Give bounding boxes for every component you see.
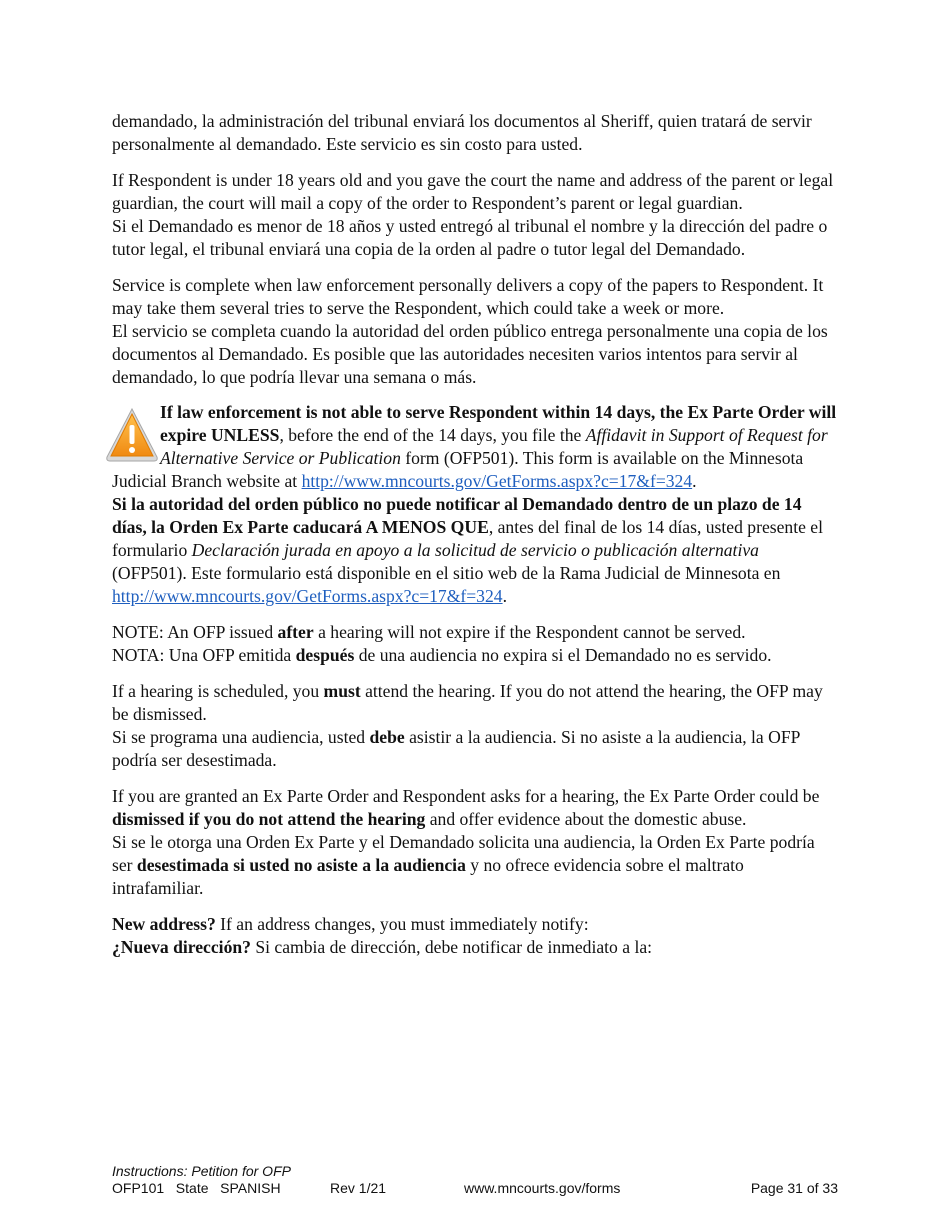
note-en-bold: after [277, 622, 314, 642]
period: . [502, 586, 507, 606]
page-footer [112, 1163, 838, 1197]
exparte-en-pre: If you are granted an Ex Parte Order and Respondent asks for a hearing, the Ex Parte Order could be [112, 786, 820, 806]
note-en [112, 621, 838, 644]
hearing-en-pre: If a hearing is scheduled, you [112, 681, 324, 701]
warning-en-after: form (OFP501). This form is available on the Minnesota Judicial Branch website at [112, 448, 804, 491]
footer-form-id: OFP101 State SPANISH [112, 1180, 281, 1196]
exparte-en-bold: dismissed if you do not attend the hearing [112, 809, 426, 829]
document-body [112, 110, 838, 959]
forms-link-en[interactable]: http://www.mncourts.gov/GetForms.aspx?c=17&f=324 [301, 471, 693, 491]
address-en-post: If an address changes, you must immediately notify: [215, 914, 589, 934]
hearing-es-bold: debe [369, 727, 405, 747]
service-en-paragraph: Service is complete when law enforcement personally delivers a copy of the papers to Respondent. It may take them several tries to serve the Respondent, which could take a week or more. [112, 275, 824, 318]
forms-link-es[interactable]: http://www.mncourts.gov/GetForms.aspx?c=17&f=324 [112, 586, 503, 606]
address-es-post: Si cambia de dirección, debe notificar de inmediato a la: [250, 937, 653, 957]
warning-en-mid: , before the end of the 14 days, you file the [279, 425, 586, 445]
warning-en-italic: Affidavit in Support of Request for Alternative Service or Publication [160, 425, 828, 468]
warning-block [112, 401, 838, 608]
hearing-es-pre: Si se programa una audiencia, usted [112, 727, 370, 747]
footer-revision: Rev 1/21 [330, 1180, 387, 1196]
note-es-pre: NOTA: Una OFP emitida [112, 645, 296, 665]
address-en [112, 913, 838, 936]
footer-title: Instructions: Petition for OFP [112, 1163, 291, 1179]
exparte-en [112, 785, 838, 831]
address-en-bold: New address? [112, 914, 216, 934]
exparte-es-pre: Si se le otorga una Orden Ex Parte y el Demandado solicita una audiencia, la Orden Ex Parte podría ser [112, 832, 815, 875]
warning-es-bold: Si la autoridad del orden público no puede notificar al Demandado dentro de un plazo de 14 días, la Orden Ex Parte caducará A MENOS QUE [112, 494, 802, 537]
warning-en-bold: If law enforcement is not able to serve Respondent within 14 days, the Ex Parte Order will expire UNLESS [160, 402, 837, 445]
warning-es-italic: Declaración jurada en apoyo a la solicitud de servicio o publicación alternativa [191, 540, 759, 560]
hearing-en-bold: must [323, 681, 361, 701]
address-es [112, 936, 838, 959]
intro-es-paragraph: demandado, la administración del tribunal enviará los documentos al Sheriff, quien tratará de servir personalmente al demandado. Este servicio es sin costo para usted. [112, 111, 812, 154]
hearing-es [112, 726, 838, 772]
hearing-es-post: asistir a la audiencia. Si no asiste a la audiencia, la OFP podría ser desestimada. [112, 727, 800, 770]
minor-es-paragraph: Si el Demandado es menor de 18 años y usted entregó al tribunal el nombre y la dirección del padre o tutor legal, el tribunal enviará una copia de la orden al padre o tutor legal del Demandado. [112, 216, 828, 259]
hearing-en [112, 680, 838, 726]
exparte-es [112, 831, 838, 900]
service-es-paragraph: El servicio se completa cuando la autoridad del orden público entrega personalmente una copia de los documentos al Demandado. Es posible que las autoridades necesiten varios intentos para servir al demandado, lo que podría llevar una semana o más. [112, 321, 828, 387]
note-en-pre: NOTE: An OFP issued [112, 622, 278, 642]
exparte-en-post: and offer evidence about the domestic abuse. [425, 809, 747, 829]
exparte-es-bold: desestimada si usted no asiste a la audiencia [136, 855, 466, 875]
period: . [692, 471, 697, 491]
exparte-es-post: y no ofrece evidencia sobre el maltrato intrafamiliar. [112, 855, 744, 898]
note-en-post: a hearing will not expire if the Respondent cannot be served. [313, 622, 746, 642]
footer-page-number: Page 31 of 33 [750, 1180, 838, 1196]
warning-es-mid: , antes del final de los 14 días, usted presente el formulario [112, 517, 823, 560]
warning-en-paragraph [112, 401, 838, 493]
warning-es-after: (OFP501). Este formulario está disponible en el sitio web de la Rama Judicial de Minnesota en [112, 563, 781, 583]
minor-en-paragraph: If Respondent is under 18 years old and you gave the court the name and address of the parent or legal guardian, the court will mail a copy of the order to Respondent’s parent or legal guardian. [112, 170, 834, 213]
hearing-en-post: attend the hearing. If you do not attend the hearing, the OFP may be dismissed. [112, 681, 823, 724]
footer-website: www.mncourts.gov/forms [464, 1180, 621, 1196]
warning-es-paragraph [112, 493, 838, 608]
warning-triangle-icon [104, 405, 160, 467]
note-es-post: de una audiencia no expira si el Demandado no es servido. [354, 645, 772, 665]
note-es [112, 644, 838, 667]
note-es-bold: después [295, 645, 355, 665]
address-es-bold: ¿Nueva dirección? [112, 937, 251, 957]
